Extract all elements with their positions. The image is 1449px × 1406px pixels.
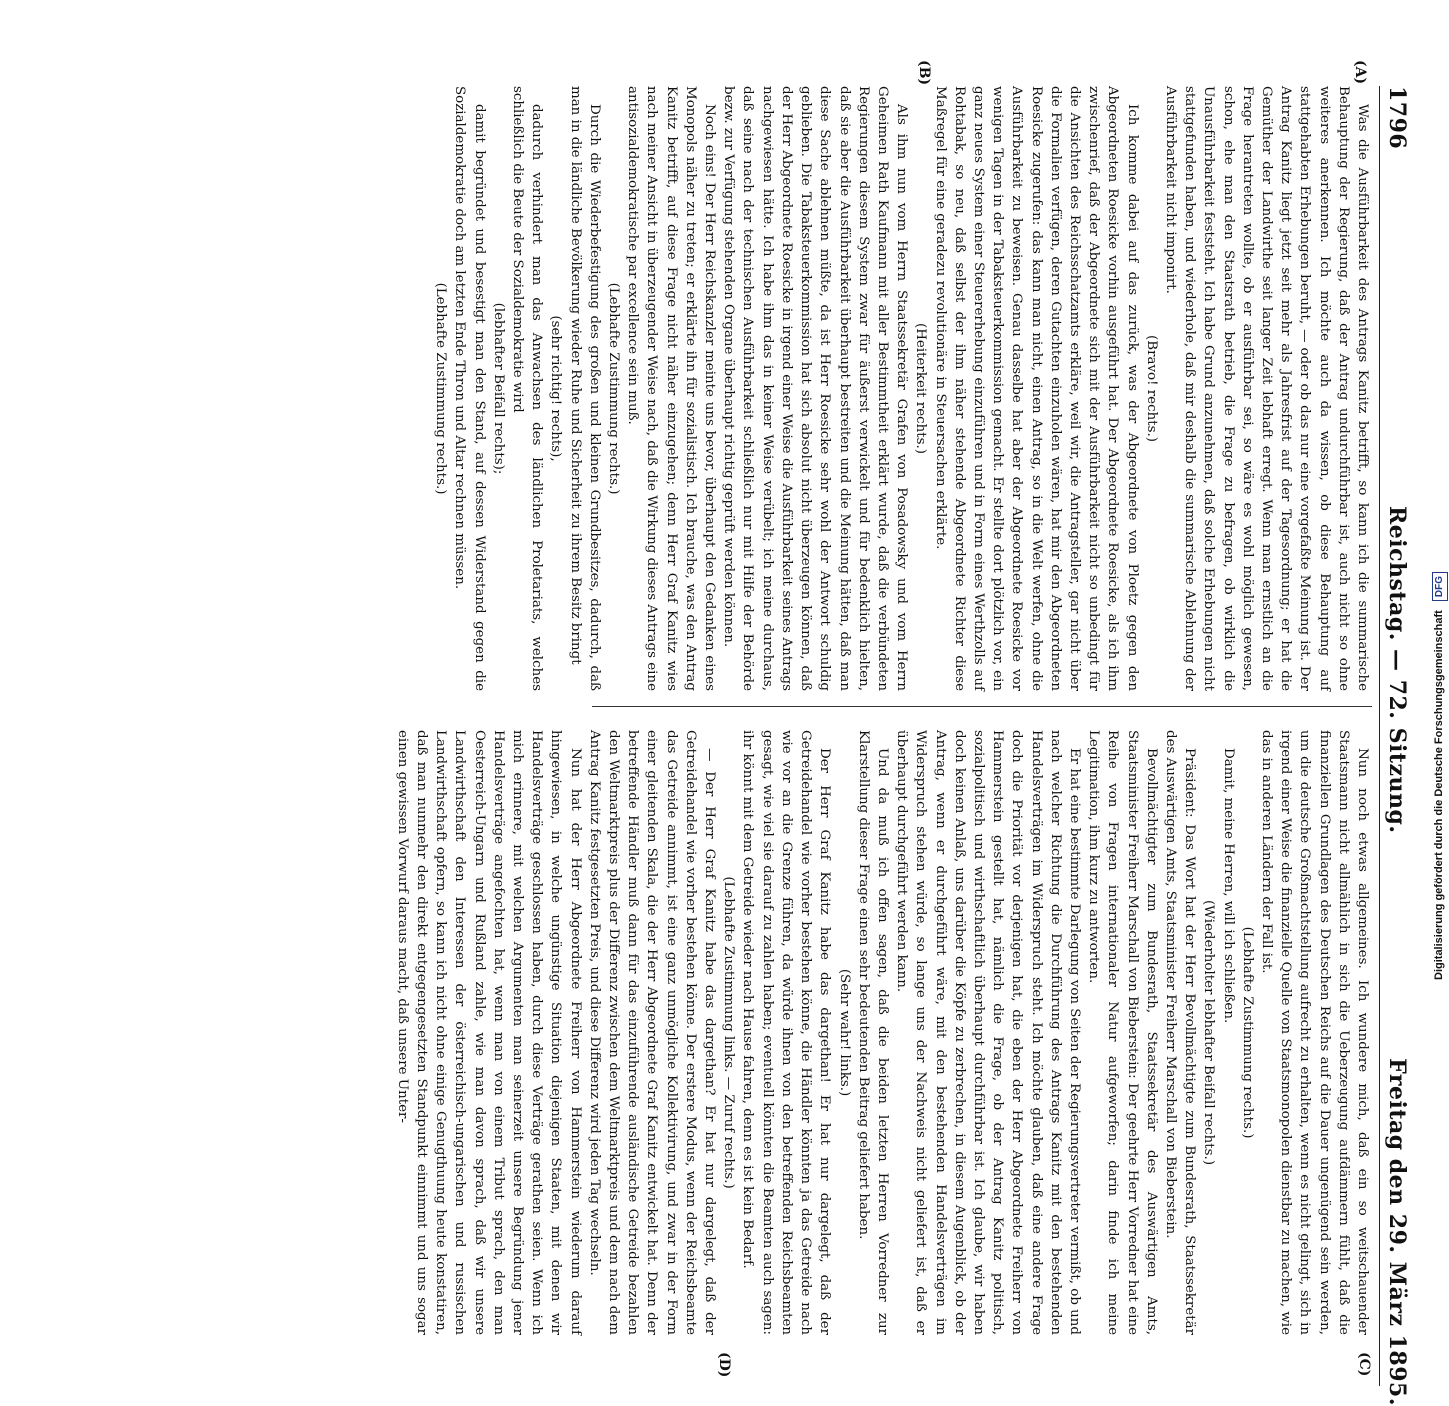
interjection: (Lebhafte Zustimmung rechts.) [1239, 926, 1255, 1139]
page-number: 1796 [1384, 86, 1410, 150]
paragraph: Bevollmächtigter zum Bundesrath, Staatssekretär des Auswärtigen Amts, Staatsminister Freiherr Marschall von Bieberstein: Der geehrte Herr Vorredner hat eine Reihe von Fragen internationaler Natur aufgeworfen; darin finde ich meine Legitimation, ihm kurz zu antworten. [1086, 730, 1159, 1335]
paragraph: Präsident: Das Wort hat der Herr Bevollmächtigte zum Bundesrath, Staatssekretär des Auswärtigen Amts, Staatsminister Freiherr Marschall von Bieberstein. [1162, 730, 1198, 1335]
margin-mark-d: (D) [716, 1352, 732, 1378]
interjection: (lebhafter Beifall rechts); [490, 302, 506, 475]
margin-mark-b: (B) [916, 60, 932, 86]
interjection: (Bravo! rechts.) [1143, 335, 1159, 442]
paragraph: Nun noch etwas allgemeines. Ich wundere mich, daß ein so weitschauender Staatsmann nicht allmählich in sich die Ueberzeugung aufdämmern fühlt, daß die finanziellen Grundlagen des Deutschen Reichs auf die Dauer ungenügend sein werden, um die deutsche Großmachtstellung aufrecht zu erhalten, wenn es nicht gelingt, sich in irgend einer Weise die finanzielle Quelle von Staatsmonopolen dienstbar zu machen, wie das in anderen Ländern der Fall ist. [1258, 730, 1370, 1335]
paragraph: Noch eins! Der Herr Reichskanzler meinte uns bevor, überhaupt den Gedanken eines Monopols näher zu treten; er erklärte ihn für sozialistisch. Ich brauche, was den Antrag Kanitz betrifft, auf diese Frage nicht näher einzugehen; denn Herr Graf Kanitz wies nach meiner Ansicht in überzeugender Weise nach, daß die Wirkung dieses Antrags eine antisozialdemokratische par excellence sein muß. [625, 86, 718, 691]
paragraph: Durch die Wiederbefestigung des großen und kleinen Grundbesitzes, dadurch, daß man in die ländliche Bevölkerung wieder Ruhe und Sicherheit zu ihrem Besitz bringt [567, 86, 602, 691]
header-title: Reichstag. — 72. Sitzung. [1384, 506, 1410, 834]
interjection: (Lebhafte Zustimmung rechts.) [433, 282, 449, 495]
header-rule [1379, 86, 1380, 1386]
interjection: (Wiederholter lebhafter Beifall rechts.) [1201, 899, 1217, 1166]
paragraph: Nun hat der Herr Abgeordnete Freiherr von Hammerstein wiederum darauf hingewiesen, in welche ungünstige Situation diejenigen Staaten, mit denen wir Handelsverträge geschlossen haben, durch diese Verträge gerathen seien. Wenn ich mich erinnere, mit welchen Argumenten man seinerzeit unsere Begründung jener Handelsverträge angefochten hat, wenn man von einem Tribut sprach, den man Oesterreich-Ungarn und Rußland zahle, wie man davon sprach, daß wir unsere Landwirthschaft den Interessen der österreichisch-ungarischen und russischen Landwirthschaft opfern, so kann ich nicht ohne einige Genugthuung heute konstatiren, daß man nunmehr den direkt entgegengesetzten Standpunkt einnimmt und uns sogar einen gewissen Vorwurf daraus macht, daß unsere Unter- [394, 730, 583, 1335]
interjection: (Sehr wahr! links.) [836, 968, 852, 1097]
footer-text: Digitalisierung gefördert durch die Deutsche Forschungsgemeinschaft [1433, 610, 1445, 980]
paragraph: Damit, meine Herren, will ich schließen. [1220, 748, 1236, 1024]
dfg-logo: DFG [1432, 572, 1448, 601]
interjection: (Lebhafte Zustimmung rechts.) [606, 282, 622, 495]
page-header [1384, 86, 1410, 1406]
margin-mark-c: (C) [1356, 1352, 1372, 1377]
paragraph: Als ihm nun vom Herrn Staatssekretär Grafen von Posadowsky und vom Herrn Geheimen Rath Kaufmann mit aller Bestimmtheit erklärt wurde, daß die verbündeten Regierungen diesem System zwar für äußerst verwickelt und für bedenklich hielten, daß sie aber die Ausführbarkeit überhaupt bestreiten und die Meinung hätten, daß man diese Sache ablehnen müßte, da ist Herr Roesicke sehr wohl der Antwort schuldig geblieben. Die Tabaksteuerkommission hat sich absolut nicht überzeugen können, daß der Herr Abgeordnete Roesicke in irgend einer Weise die Ausführbarkeit seines Antrags nachgewiesen hätte. Ich habe ihm das in keiner Weise verübelt; ich meine durchaus, daß seine nach der technischen Ausführbarkeit schließlich nur mit Hilfe der Behörde bezw. zur Verfügung stehenden Organe überhaupt richtig geprüft werden können. [721, 86, 910, 691]
header-date: Freitag den 29. März 1895. [1384, 1058, 1410, 1406]
margin-mark-a: (A) [1352, 60, 1368, 85]
paragraph: Der Herr Graf Kanitz habe das dargethan! Er hat nur dargelegt, daß der Getreidehandel wie vorher bestehen könne, die Händler könnten ja das Getreide nach wie vor an die Grenze führen, da würde ihnen von den betreffenden Reichsbeamten gesagt, wie viel sie darauf zu zahlen haben; eventuell könnten die Beamten auch sagen: ihr könnt mit dem Getreide wieder nach Hause fahren, denn es ist kein Bedarf. [740, 730, 833, 1335]
column-divider [592, 706, 1372, 707]
interjection: (Lebhafte Zustimmung links. — Zuruf rechts.) [721, 876, 737, 1189]
paragraph: Und da muß ich offen sagen, daß die beiden letzten Herren Vorredner zur Klarstellung dieser Frage einen sehr bedeutenden Beitrag geliefert haben. [855, 730, 890, 1335]
footer-strip [1409, 20, 1445, 980]
paragraph: damit begründet und besestigt man den Stand, auf dessen Widerstand gegen die Sozialdemokratie doch am letzten Ende Thron und Altar rechnen müssen. [452, 86, 487, 691]
left-column [433, 86, 1372, 691]
paragraph: dadurch verhindert man das Anwachsen des ländlichen Proletariats, welches schließlich die Beute der Sozialdemokratie wird [510, 86, 545, 691]
paragraph: Was die Ausführbarkeit des Antrags Kanitz betrifft, so kann ich die summarische Behauptung der Regierung, daß der Antrag undurchführbar ist, auch nicht so ohne weiteres anerkennen. Ich möchte auch da wissen, ob diese Behauptung auf stattgehabten Erhebungen beruht, — oder ob das nur eine vorgefaßte Meinung ist. Der Antrag Kanitz liegt jetzt seit mehr als Jahresfrist auf der Tagesordnung; er hat die Gemüther der Landwirthe seit langer Zeit lebhaft erregt. Wenn man ernstlich an die Frage herantreten wollte, ob er ausführbar sei, so wäre es wohl möglich gewesen, schon, ehe man den Staatsrath betrieb, die Frage zu befragen, ob wirklich die Unausführbarkeit feststeht. Ich habe Grund anzunehmen, daß solche Erhebungen nicht stattgefunden haben, und wiederhole, daß mir deshalb die summarische Ablehnung der Ausführbarkeit nicht imponirt. [1162, 86, 1370, 691]
paragraph: — Der Herr Graf Kanitz habe das dargethan? Er hat nur dargelegt, daß der Getreidehandel wie vorher bestehen könne. Der erstere Modus, wenn der Reichsbeamte das Getreide annimmt, ist eine ganz unmögliche Kollektivirung, und zwar in der Form einer gleitenden Skala, die der Herr Abgeordnete Graf Kanitz entwickelt hat. Denn der betreffende Händler muß dann für das einzuführende ausländische Getreide bezahlen den Weltmarktpreis plus der Differenz zwischen dem Weltmarktpreis und dem nach dem Antrag Kanitz festgesetzten Preis, und diese Differenz wird jeden Tag wechseln. [586, 730, 718, 1335]
interjection: (sehr richtig! rechts), [548, 315, 564, 462]
right-column [394, 730, 1372, 1335]
interjection: (Heiterkeit rechts.) [913, 323, 929, 454]
paragraph: Er hat eine bestimmte Darlegung von Seiten der Regierungsvertreter vermißt, ob und nach welcher Richtung die Durchführung des Antrags Kanitz mit den bestehenden Handelsverträgen im Widerspruch steht. Ich möchte glauben, daß eine andere Frage doch die Priorität vor derjenigen hat, die eben der Herr Abgeordnete Freiherr von Hammerstein gestellt hat, nämlich die Frage, ob der Antrag Kanitz politisch, sozialpolitisch und wirthschaftlich überhaupt durchführbar ist. Ich glaube, wir haben doch keinen Anlaß, uns darüber die Köpfe zu zerbrechen, in diesem Augenblick, ob der Antrag, wenn er durchgeführt wäre, mit den bestehenden Handelsverträgen im Widerspruch stehen würde, so lange uns der Nachweis nicht geliefert ist, daß er überhaupt durchgeführt werden kann. [894, 730, 1082, 1335]
paragraph: Ich komme dabei auf das zurück, was der Abgeordnete von Ploetz gegen den Abgeordneten Roesicke vorhin ausgeführt hat. Der Abgeordnete Roesicke, als ich ihm zwischenrief, daß der Abgeordnete sich mit der Ausführbarkeit nicht so unbedingt für die Ansichten des Reichsschatzamts erkläre, weil wir, die Antragsteller, gar nicht über die Formalien verfügen, deren Gutachten einzuholen wären, hat mir den Abgeordneten Roesicke zugerufen: das kann man nicht, einen Antrag, so in die Welt werfen, ohne die Ausführbarkeit zu beweisen. Genau dasselbe hat aber der Abgeordnete Roesicke vor wenigen Tagen in der Tabaksteuerkommission gemacht. Er stellte dort plötzlich vor, ein ganz neues System einer Steuererhebung einzuführen und in Form eines Werthzolls auf Rohtabak, so neu, daß selbst der ihm näher stehende Abgeordnete Richter diese Maßregel für eine geradezu revolutionäre in Steuersachen erklärte. [932, 86, 1140, 691]
